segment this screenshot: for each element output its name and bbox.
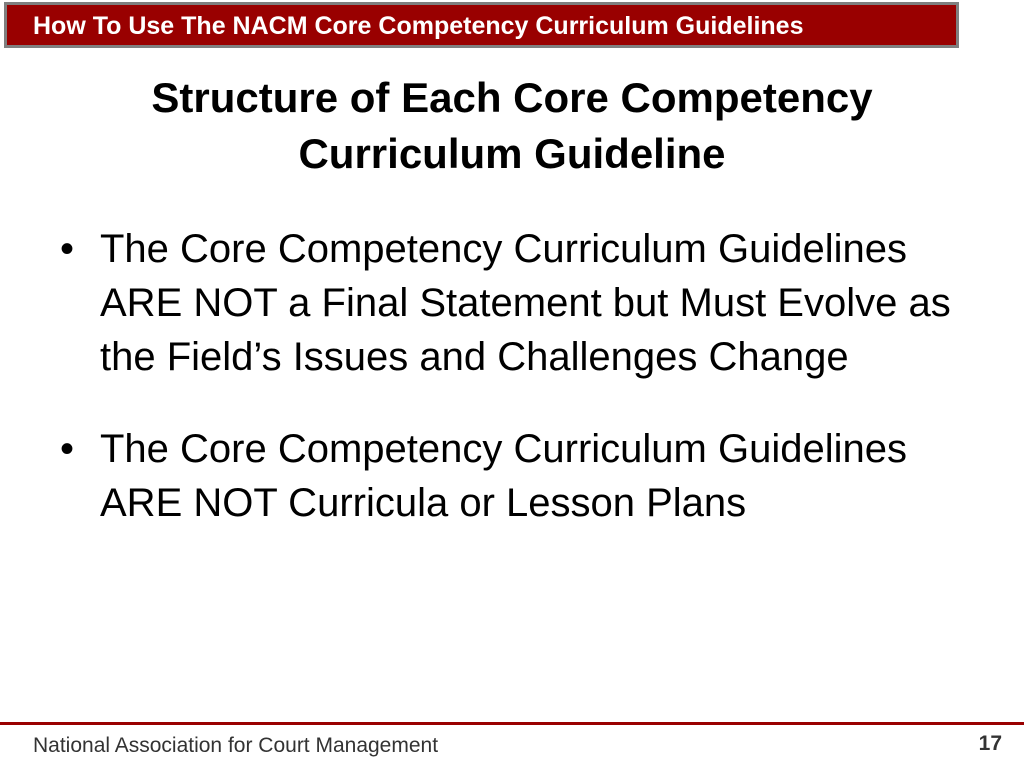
- bullet-item: [60, 422, 960, 530]
- header-banner: [4, 2, 959, 48]
- bullet-icon: •: [60, 427, 75, 471]
- footer-divider: [0, 722, 1024, 725]
- banner-title: How To Use The NACM Core Competency Curriculum Guidelines: [33, 12, 804, 40]
- slide-title-line-2: Curriculum Guideline: [298, 130, 726, 177]
- bullet-item: [60, 222, 960, 384]
- page-number: 17: [978, 732, 1002, 755]
- slide-title: [40, 70, 984, 182]
- bullet-text: The Core Competency Curriculum Guidelines ARE NOT Curricula or Lesson Plans: [100, 427, 907, 525]
- slide-title-line-1: Structure of Each Core Competency: [151, 74, 873, 121]
- footer-organization: National Association for Court Management: [33, 734, 439, 757]
- bullet-text: The Core Competency Curriculum Guidelines ARE NOT a Final Statement but Must Evolve as the Field’s Issues and Challenges Change: [100, 227, 951, 379]
- bullet-list: [60, 222, 960, 568]
- bullet-icon: •: [60, 227, 75, 271]
